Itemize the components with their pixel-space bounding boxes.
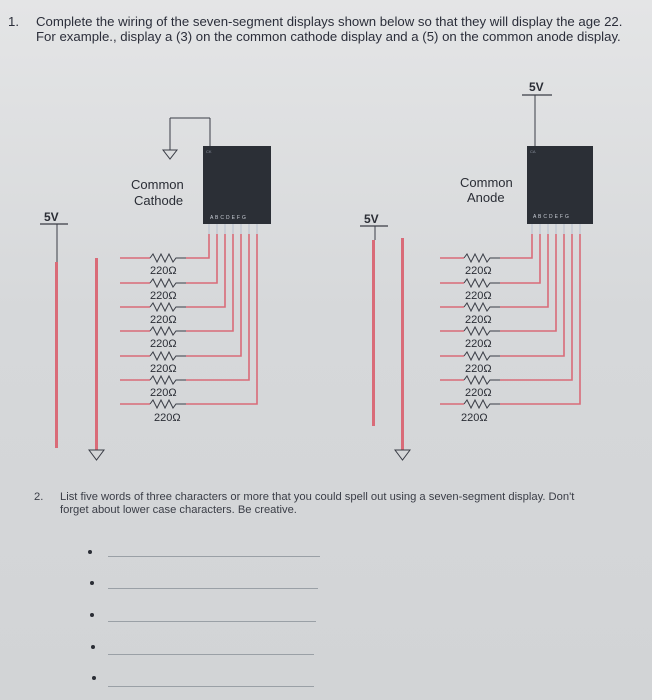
left-resistor-icon bbox=[150, 303, 186, 311]
right-resistor-leads bbox=[440, 258, 464, 404]
right-resistor-label: 220Ω bbox=[465, 314, 492, 326]
question-2-number: 2. bbox=[34, 491, 44, 503]
left-resistor-icon bbox=[150, 254, 186, 262]
left-resistor-icon bbox=[150, 327, 186, 335]
right-top-5v-label: 5V bbox=[529, 80, 544, 94]
bullet-1 bbox=[88, 550, 92, 554]
left-resistor-labels bbox=[150, 265, 181, 424]
right-resistor-label: 220Ω bbox=[465, 338, 492, 350]
question-1-text: Complete the wiring of the seven-segment displays shown below so that they will display the age 22. For example., display a (3) on the common cathode display and a (5) on the common anode display. bbox=[36, 14, 623, 44]
right-resistor-label: 220Ω bbox=[465, 363, 492, 375]
right-resistor-icon bbox=[464, 279, 500, 287]
left-resistor-label: 220Ω bbox=[150, 363, 177, 375]
left-5v-label: 5V bbox=[44, 210, 59, 224]
bullet-2 bbox=[90, 581, 94, 585]
right-resistors bbox=[464, 254, 500, 408]
left-ground-symbol-icon bbox=[163, 150, 177, 159]
right-chip-pins bbox=[531, 224, 581, 234]
answer-line-1[interactable] bbox=[108, 556, 320, 557]
right-resistor-icon bbox=[464, 327, 500, 335]
right-ground-arrow-icon bbox=[395, 450, 410, 460]
right-circuit bbox=[360, 80, 593, 460]
right-seven-segment-chip bbox=[527, 146, 593, 224]
right-5v-label: 5V bbox=[364, 212, 379, 226]
left-segment-wires bbox=[186, 234, 257, 404]
left-resistor-label: 220Ω bbox=[150, 290, 177, 302]
question-2-text: List five words of three characters or more that you could spell out using a seven-segment display. Don't forget about lower case characters. Be creative. bbox=[60, 491, 575, 516]
left-resistor-label: 220Ω bbox=[150, 314, 177, 326]
right-resistor-labels bbox=[461, 265, 492, 424]
right-resistor-icon bbox=[464, 352, 500, 360]
right-resistor-icon bbox=[464, 376, 500, 384]
left-chip-pins bbox=[208, 224, 258, 234]
left-resistor-label: 220Ω bbox=[154, 412, 181, 424]
right-chip-corner-text: CA bbox=[530, 149, 536, 154]
left-resistor-icon bbox=[150, 279, 186, 287]
left-ground-wire bbox=[95, 258, 98, 450]
right-segment-wires bbox=[500, 234, 580, 404]
left-resistor-icon bbox=[150, 352, 186, 360]
left-display-label-1: Common bbox=[131, 177, 184, 192]
answer-line-4[interactable] bbox=[108, 654, 314, 655]
right-resistor-label: 220Ω bbox=[461, 412, 488, 424]
right-display-label-2: Anode bbox=[467, 190, 505, 205]
bullet-4 bbox=[91, 645, 95, 649]
left-resistor-leads bbox=[120, 258, 150, 404]
question-1-number: 1. bbox=[8, 14, 19, 29]
left-resistors bbox=[150, 254, 186, 408]
left-display-label-2: Cathode bbox=[134, 193, 184, 208]
left-chip-pin-labels: A B C D E F G bbox=[210, 215, 247, 221]
right-resistor-label: 220Ω bbox=[465, 387, 492, 399]
bullet-5 bbox=[92, 676, 96, 680]
right-chip-pin-labels: A B C D E F G bbox=[533, 214, 570, 220]
right-resistor-icon bbox=[464, 400, 500, 408]
answer-line-5[interactable] bbox=[108, 686, 314, 687]
left-supply-wire bbox=[55, 262, 58, 448]
left-resistor-label: 220Ω bbox=[150, 338, 177, 350]
answer-line-2[interactable] bbox=[108, 588, 318, 589]
left-resistor-label: 220Ω bbox=[150, 265, 177, 277]
left-resistor-icon bbox=[150, 400, 186, 408]
left-resistor-icon bbox=[150, 376, 186, 384]
left-ground-arrow-icon bbox=[89, 450, 104, 460]
left-chip-corner-text: CK bbox=[206, 149, 212, 154]
left-seven-segment-chip bbox=[203, 146, 271, 224]
bullet-3 bbox=[90, 613, 94, 617]
right-resistor-icon bbox=[464, 254, 500, 262]
answer-line-3[interactable] bbox=[108, 621, 316, 622]
right-resistor-label: 220Ω bbox=[465, 265, 492, 277]
right-resistor-icon bbox=[464, 303, 500, 311]
left-circuit bbox=[40, 118, 271, 460]
right-ground-wire bbox=[401, 238, 404, 450]
right-display-label-1: Common bbox=[460, 175, 513, 190]
right-resistor-label: 220Ω bbox=[465, 290, 492, 302]
left-resistor-label: 220Ω bbox=[150, 387, 177, 399]
right-supply-wire bbox=[372, 240, 375, 426]
